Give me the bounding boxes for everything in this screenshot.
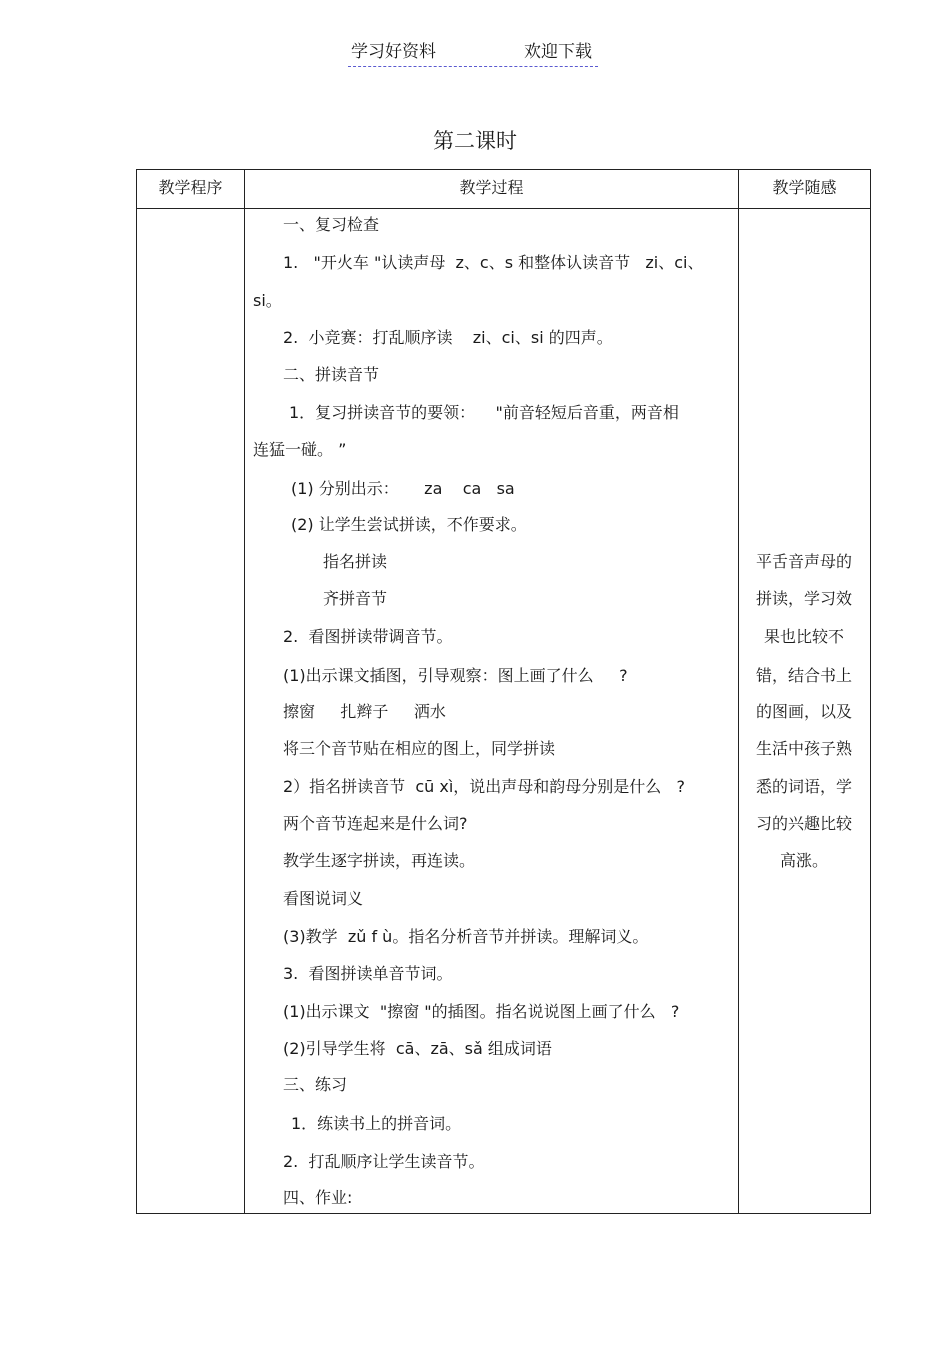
process-line: 2. 看图拼读带调音节。 [283,627,453,646]
reflection-line: 习的兴趣比较 [755,814,852,833]
process-line: si。 [253,291,282,310]
process-line: 齐拼音节 [323,589,388,608]
column-divider [244,170,245,1213]
process-line: 1．练读书上的拼音词。 [291,1114,462,1133]
process-line: 3. 看图拼读单音节词。 [283,964,453,983]
process-line: 连猛一碰。 ” [253,440,347,459]
process-line: 2. 小竞赛：打乱顺序读 zi、ci、si 的四声。 [283,328,613,347]
process-line: 2. 打乱顺序让学生读音节。 [283,1152,485,1171]
process-line: (2) 让学生尝试拼读，不作要求。 [291,515,527,534]
process-line: (3)教学 zǔ f ù。指名分析音节并拼读。理解词义。 [283,927,649,946]
process-line: (1) 分别出示： za ca sa [291,479,515,498]
process-line: 1．复习拼读音节的要领： "前音轻短后音重，两音相 [289,403,679,422]
header-cell-reflection: 教学随感 [772,178,837,197]
column-divider [738,170,739,1213]
process-line: 1. "开火车 "认读声母 z、c、s 和整体认读音节 zi、ci、 [283,253,704,272]
reflection-line: 生活中孩子熟 [755,739,852,758]
process-line: (1)出示课文插图，引导观察：图上画了什么 ? [283,666,628,685]
reflection-line: 错，结合书上 [755,666,852,685]
header-right-text: 欢迎下载 [524,42,592,62]
reflection-line: 平舌音声母的 [755,552,852,571]
header-cell-procedure: 教学程序 [158,178,223,197]
process-line: 三、练习 [283,1075,348,1094]
reflection-line: 的图画，以及 [755,702,852,721]
header-left-text: 学习好资料 [351,42,436,62]
process-line: 两个音节连起来是什么词? [283,814,468,833]
page-title: 第二课时 [433,129,517,153]
reflection-line: 高涨。 [779,851,828,870]
process-line: 看图说词义 [283,889,364,908]
header-cell-process: 教学过程 [459,178,524,197]
reflection-line: 果也比较不 [763,627,844,646]
process-line: 一、复习检查 [283,215,380,234]
process-line: 四、作业: [283,1188,353,1207]
page-header [348,40,598,67]
process-line: 2）指名拼读音节 cū xì，说出声母和韵母分别是什么 ? [283,777,686,796]
process-line: (1)出示课文 "擦窗 "的插图。指名说说图上画了什么 ? [283,1002,680,1021]
process-line: (2)引导学生将 cā、zā、sǎ 组成词语 [283,1039,552,1058]
process-line: 擦窗 扎辫子 洒水 [283,702,446,721]
process-line: 指名拼读 [323,552,388,571]
header-divider [137,208,870,209]
reflection-line: 拼读，学习效 [755,589,852,608]
process-line: 二、拼读音节 [283,365,380,384]
process-line: 将三个音节贴在相应的图上，同学拼读 [283,739,556,758]
process-line: 教学生逐字拼读，再连读。 [283,851,476,870]
lesson-table [136,169,871,1214]
reflection-line: 悉的词语，学 [755,777,852,796]
